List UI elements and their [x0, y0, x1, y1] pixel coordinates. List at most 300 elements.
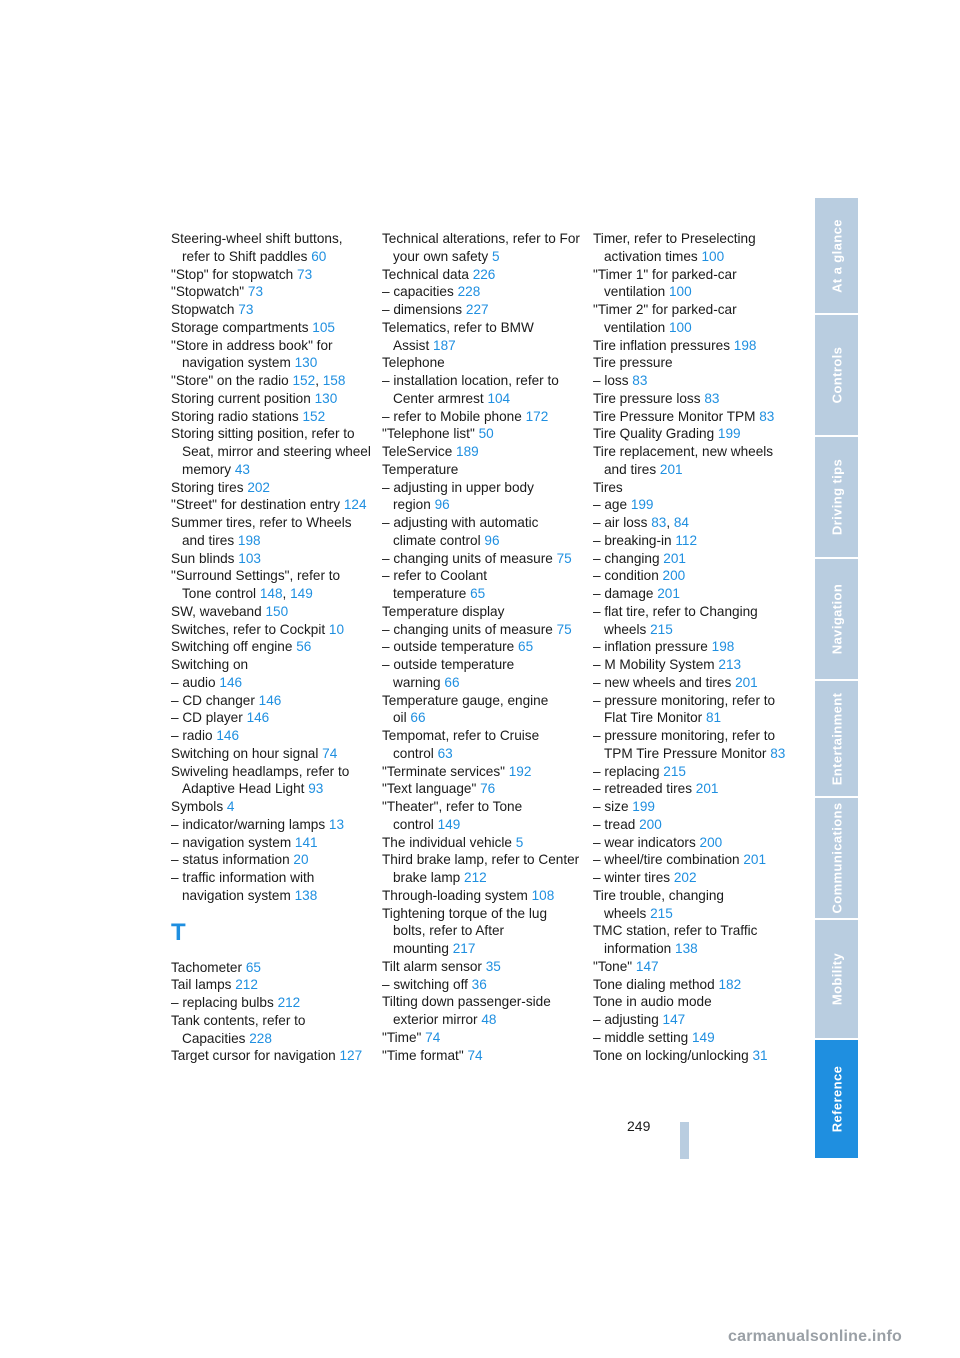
- index-entry: [382, 443, 582, 461]
- index-entry: [593, 301, 793, 337]
- page-reference-link[interactable]: 103: [238, 550, 261, 566]
- page-reference-link[interactable]: 198: [711, 639, 735, 655]
- page-reference-link[interactable]: 73: [297, 266, 313, 282]
- page-reference-link[interactable]: 152: [292, 373, 316, 388]
- page-separator: ,: [666, 515, 674, 530]
- page-reference-link[interactable]: 141: [294, 834, 318, 850]
- page-reference-link[interactable]: 75: [556, 621, 572, 637]
- index-entry-text: Temperature gauge, engine oil: [382, 692, 549, 726]
- index-entry-text: Telematics, refer to BMW Assist: [382, 319, 534, 353]
- index-entry: [382, 372, 582, 408]
- index-entry: [382, 425, 582, 443]
- index-entry: [593, 550, 793, 568]
- index-entry: [593, 337, 793, 355]
- index-entry-text: "Stopwatch": [171, 284, 245, 300]
- index-entry: [171, 656, 371, 674]
- index-entry-text: TeleService: [382, 444, 453, 459]
- index-entry-text: – loss: [593, 373, 629, 388]
- page-reference-link[interactable]: 100: [669, 319, 692, 335]
- page-reference-link[interactable]: 76: [480, 781, 496, 797]
- index-entry-text: – replacing bulbs: [171, 995, 274, 1010]
- index-entry-text: – wear indicators: [593, 834, 696, 850]
- page-reference-link[interactable]: 108: [531, 887, 555, 903]
- index-entry-text: Tire trouble, changing wheels: [593, 887, 724, 921]
- index-entry: [171, 638, 371, 656]
- index-entry-text: – air loss: [593, 515, 648, 530]
- page-reference-link[interactable]: 66: [410, 710, 426, 726]
- page-reference-link[interactable]: 146: [219, 674, 243, 690]
- page-reference-link[interactable]: 63: [437, 745, 453, 761]
- index-entry: [171, 567, 371, 603]
- page-reference-link[interactable]: 127: [339, 1048, 363, 1064]
- page-separator: ,: [315, 373, 323, 388]
- chapter-tab-label: Navigation: [829, 583, 844, 655]
- index-entry-text: – condition: [593, 568, 659, 584]
- page-reference-link[interactable]: 83: [651, 515, 667, 530]
- index-entry: [171, 959, 371, 977]
- page-reference-link[interactable]: 10: [328, 621, 345, 637]
- index-entry-text: – outside temperature: [382, 639, 515, 655]
- index-entry-text: "Surround Settings", refer to Tone control: [171, 568, 341, 601]
- page-reference-link[interactable]: 73: [247, 284, 264, 300]
- page-reference-link[interactable]: 93: [308, 781, 324, 797]
- index-entry-text: – adjusting in upper body region: [382, 479, 534, 513]
- index-entry-text: "Telephone list": [382, 426, 475, 442]
- index-entry: [382, 1029, 582, 1047]
- index-entry: [382, 354, 582, 372]
- index-entry-text: – changing: [593, 550, 660, 566]
- index-entry-text: TMC station, refer to Traffic information: [593, 923, 758, 956]
- index-entry: [171, 1012, 371, 1048]
- index-entry-text: – tread: [593, 816, 636, 832]
- page-reference-link[interactable]: 201: [657, 586, 680, 601]
- page-reference-link[interactable]: 66: [444, 674, 460, 690]
- index-entry: [382, 266, 582, 284]
- page-reference-link[interactable]: 201: [659, 461, 683, 477]
- index-entry-text: – age: [593, 497, 628, 513]
- index-entry: [171, 408, 371, 426]
- index-entry-text: – damage: [593, 586, 654, 601]
- index-entry: [593, 443, 793, 479]
- index-entry: [593, 408, 793, 426]
- page-number: 249: [627, 1118, 651, 1134]
- index-entry-text: Steering-wheel shift buttons, refer to Shift paddles: [171, 231, 343, 264]
- page-reference-link[interactable]: 182: [718, 976, 742, 992]
- index-entry: [171, 727, 371, 745]
- chapter-tabs: [815, 198, 858, 1160]
- index-entry: [593, 230, 793, 266]
- page-reference-link[interactable]: 83: [770, 745, 786, 761]
- index-entry-text: – switching off: [382, 976, 468, 992]
- chapter-tab-label: Controls: [829, 346, 844, 404]
- index-entry-text: – winter tires: [593, 870, 671, 885]
- page-reference-link[interactable]: 74: [425, 1029, 441, 1045]
- page-reference-link[interactable]: 104: [487, 390, 511, 406]
- index-entry-text: Telephone: [382, 355, 445, 371]
- index-entry-text: Switches, refer to Cockpit: [171, 621, 326, 637]
- index-entry-text: Sun blinds: [171, 550, 235, 566]
- index-entry: [593, 851, 793, 869]
- page-reference-link[interactable]: 130: [314, 390, 338, 406]
- index-entry: [171, 1047, 371, 1065]
- page-reference-link[interactable]: 201: [735, 674, 758, 690]
- index-entry-text: Third brake lamp, refer to Center brake lamp: [382, 852, 580, 885]
- chapter-tab-mobility[interactable]: [815, 920, 858, 1038]
- index-entry: [593, 993, 793, 1011]
- index-entry: [593, 372, 793, 390]
- index-entry-text: – CD changer: [171, 692, 255, 708]
- page-reference-link[interactable]: 112: [675, 532, 698, 548]
- index-entry-text: Temperature: [382, 461, 459, 477]
- index-entry-text: SW, waveband: [171, 603, 262, 619]
- index-entry: [171, 798, 371, 816]
- index-entry-text: Tires: [593, 479, 623, 495]
- page-reference-link[interactable]: 138: [675, 941, 698, 956]
- page-reference-link[interactable]: 56: [296, 639, 312, 655]
- index-entry-text: – inflation pressure: [593, 639, 708, 655]
- page-reference-link[interactable]: 201: [695, 781, 719, 797]
- index-entry-text: "Timer 1" for parked-car ventilation: [593, 266, 737, 300]
- index-column-2: [382, 230, 582, 1064]
- index-entry: [171, 869, 371, 905]
- index-entry: [593, 887, 793, 923]
- page-reference-link[interactable]: 81: [705, 710, 722, 726]
- index-entry: [171, 319, 371, 337]
- page-reference-link[interactable]: 43: [234, 461, 250, 477]
- index-entry-text: "Store" on the radio: [171, 373, 289, 388]
- page-reference-link[interactable]: 158: [322, 373, 346, 388]
- index-entry-text: Tire Quality Grading: [593, 426, 715, 442]
- page-reference-link[interactable]: 74: [467, 1047, 483, 1063]
- index-entry-text: Swiveling headlamps, refer to Adaptive Head Light: [171, 763, 350, 797]
- chapter-tab-at-a-glance[interactable]: [815, 198, 858, 313]
- index-entry: [171, 834, 371, 852]
- index-entry-text: – new wheels and tires: [593, 674, 732, 690]
- index-entry-text: The individual vehicle: [382, 834, 512, 850]
- page-reference-link[interactable]: 13: [328, 816, 345, 832]
- chapter-tab-label: At a glance: [829, 218, 844, 293]
- index-entry: [382, 638, 582, 656]
- index-entry-text: – wheel/tire combination: [593, 852, 740, 868]
- index-entry: [382, 976, 582, 994]
- index-entry-text: – retreaded tires: [593, 781, 692, 797]
- page-reference-link[interactable]: 187: [433, 337, 456, 353]
- index-entry: [171, 266, 371, 284]
- page-reference-link[interactable]: 84: [673, 515, 689, 530]
- page-reference-link[interactable]: 147: [635, 958, 659, 974]
- index-entry-text: – flat tire, refer to Changing wheels: [593, 603, 758, 637]
- index-entry: [171, 283, 371, 301]
- chapter-tab-reference[interactable]: [815, 1040, 858, 1158]
- index-entry-text: Storing radio stations: [171, 408, 299, 424]
- index-entry: [593, 266, 793, 302]
- index-entry: [593, 479, 793, 497]
- page-reference-link[interactable]: 149: [290, 586, 313, 601]
- page-reference-link[interactable]: 215: [650, 621, 673, 637]
- index-entry: [593, 976, 793, 994]
- index-entry: [382, 834, 582, 852]
- index-entry-text: – changing units of measure: [382, 621, 553, 637]
- index-entry: [171, 425, 371, 478]
- page-reference-link[interactable]: 4: [226, 799, 235, 814]
- index-entry: [593, 496, 793, 514]
- page-reference-link[interactable]: 227: [465, 302, 489, 317]
- index-entry: [382, 603, 582, 621]
- index-entry-text: Technical data: [382, 266, 469, 282]
- index-entry-text: Stopwatch: [171, 302, 235, 317]
- page-reference-link[interactable]: 65: [518, 639, 534, 655]
- page-reference-link[interactable]: 20: [293, 852, 309, 868]
- index-entry-text: Switching on: [171, 657, 249, 672]
- chapter-tab-label: Reference: [829, 1065, 844, 1133]
- index-entry-text: Tire pressure: [593, 355, 673, 371]
- page-reference-link[interactable]: 83: [759, 408, 775, 424]
- page-reference-link[interactable]: 200: [639, 816, 662, 832]
- page-reference-link[interactable]: 198: [733, 337, 757, 353]
- page-reference-link[interactable]: 217: [452, 941, 476, 956]
- page-reference-link[interactable]: 73: [238, 302, 254, 317]
- page-reference-link[interactable]: 48: [481, 1012, 497, 1027]
- index-entry: [593, 1011, 793, 1029]
- page-reference-link[interactable]: 5: [515, 834, 524, 850]
- chapter-tab-entertainment[interactable]: [815, 681, 858, 796]
- index-entry: [382, 283, 582, 301]
- index-entry-text: Timer, refer to Preselecting activation times: [593, 231, 756, 264]
- index-entry: [171, 479, 371, 497]
- index-entry: [593, 727, 793, 763]
- index-entry-text: Tank contents, refer to Capacities: [171, 1012, 306, 1046]
- index-entry: [593, 567, 793, 585]
- index-entry-text: – CD player: [171, 710, 243, 726]
- page-reference-link[interactable]: 212: [277, 995, 301, 1010]
- page-reference-link[interactable]: 65: [470, 586, 486, 601]
- index-entry-text: Tempomat, refer to Cruise control: [382, 728, 540, 761]
- index-entry-text: "Theater", refer to Tone control: [382, 799, 523, 832]
- page-reference-link[interactable]: 75: [556, 550, 572, 566]
- chapter-tab-controls[interactable]: [815, 315, 858, 435]
- page-separator: ,: [282, 586, 291, 601]
- index-entry-text: – refer to Mobile phone: [382, 408, 522, 424]
- index-entry: [593, 763, 793, 781]
- page-reference-link[interactable]: 215: [663, 763, 686, 779]
- index-entry: [382, 319, 582, 355]
- page-reference-link[interactable]: 124: [343, 497, 367, 513]
- page-reference-link[interactable]: 200: [699, 834, 723, 850]
- index-entry-text: "Tone": [593, 958, 633, 974]
- index-entry-text: Temperature display: [382, 603, 505, 619]
- index-entry: [593, 638, 793, 656]
- page-reference-link[interactable]: 146: [246, 710, 270, 726]
- page-reference-link[interactable]: 5: [491, 248, 500, 264]
- index-entry-text: Tail lamps: [171, 977, 232, 993]
- index-entry-text: Tire pressure loss: [593, 390, 701, 406]
- index-entry: [171, 390, 371, 408]
- index-entry-text: – radio: [171, 728, 213, 743]
- index-entry-text: Tire inflation pressures: [593, 337, 730, 353]
- page-reference-link[interactable]: 215: [650, 905, 673, 921]
- page-reference-link[interactable]: 100: [669, 284, 692, 300]
- index-entry: [171, 709, 371, 727]
- index-entry: [171, 851, 371, 869]
- index-entry: [382, 550, 582, 568]
- index-entry-text: "Terminate services": [382, 763, 505, 779]
- index-entry: [593, 780, 793, 798]
- page-reference-link[interactable]: 36: [471, 976, 487, 992]
- index-column-1: [171, 230, 371, 1065]
- chapter-tab-navigation[interactable]: [815, 559, 858, 679]
- index-entry-text: Tachometer: [171, 959, 243, 975]
- page-reference-link[interactable]: 228: [249, 1030, 272, 1046]
- chapter-tab-label: Entertainment: [829, 692, 844, 785]
- index-entry: [171, 816, 371, 834]
- index-entry: [382, 798, 582, 834]
- page-reference-link[interactable]: 96: [434, 497, 450, 513]
- page-reference-link[interactable]: 146: [216, 728, 240, 743]
- page-reference-link[interactable]: 50: [478, 426, 494, 442]
- page-reference-link[interactable]: 199: [632, 799, 655, 814]
- index-entry-text: – indicator/warning lamps: [171, 816, 326, 832]
- index-entry: [593, 922, 793, 958]
- index-entry: [171, 745, 371, 763]
- page-reference-link[interactable]: 150: [265, 603, 289, 619]
- page-reference-link[interactable]: 226: [472, 266, 496, 282]
- index-entry-text: – capacities: [382, 284, 454, 300]
- index-entry-text: Tilting down passenger-side exterior mirror: [382, 994, 551, 1027]
- index-entry: [171, 372, 371, 390]
- page-reference-link[interactable]: 83: [632, 373, 648, 388]
- index-entry: [593, 834, 793, 852]
- page-reference-link[interactable]: 199: [630, 497, 654, 513]
- index-entry-text: Tone on locking/unlocking: [593, 1047, 749, 1063]
- page-reference-link[interactable]: 148: [259, 586, 283, 601]
- index-entry: [382, 514, 582, 550]
- page-reference-link[interactable]: 138: [294, 887, 318, 903]
- page-reference-link[interactable]: 200: [662, 568, 686, 584]
- index-entry: [171, 621, 371, 639]
- index-column-3: [593, 230, 793, 1064]
- index-entry: [593, 585, 793, 603]
- page-reference-link[interactable]: 105: [312, 319, 335, 335]
- page-reference-link[interactable]: 172: [525, 408, 549, 424]
- index-entry: [171, 514, 371, 550]
- page-reference-link[interactable]: 202: [247, 479, 270, 495]
- index-entry: [382, 621, 582, 639]
- index-entry: [593, 656, 793, 674]
- index-entry-text: – installation location, refer to Center armrest: [382, 373, 559, 406]
- chapter-tab-communications[interactable]: [815, 798, 858, 918]
- index-entry: [593, 798, 793, 816]
- index-entry-text: Storing tires: [171, 479, 244, 495]
- index-entry-text: Symbols: [171, 799, 224, 814]
- section-letter: T: [171, 918, 186, 946]
- page-reference-link[interactable]: 189: [456, 444, 479, 459]
- index-entry: [171, 603, 371, 621]
- index-entry: [382, 408, 582, 426]
- index-entry: [171, 337, 371, 373]
- page-reference-link[interactable]: 60: [311, 248, 327, 264]
- index-entry: [382, 301, 582, 319]
- index-entry: [593, 390, 793, 408]
- page-reference-link[interactable]: 212: [464, 870, 487, 885]
- index-entry-text: – replacing: [593, 763, 660, 779]
- index-entry: [382, 887, 582, 905]
- index-entry: [382, 727, 582, 763]
- index-entry: [382, 993, 582, 1029]
- index-entry-text: – adjusting: [593, 1012, 659, 1027]
- index-entry: [593, 514, 793, 532]
- index-entry: [382, 780, 582, 798]
- index-entry-text: Switching off engine: [171, 639, 293, 655]
- index-entry-text: "Timer 2" for parked-car ventilation: [593, 302, 737, 335]
- index-entry-text: Through-loading system: [382, 887, 528, 903]
- index-entry: [382, 461, 582, 479]
- index-entry-text: "Time": [382, 1029, 422, 1045]
- page-reference-link[interactable]: 152: [302, 408, 326, 424]
- index-entry-text: Tone in audio mode: [593, 994, 712, 1010]
- index-entry: [382, 905, 582, 958]
- page-reference-link[interactable]: 228: [457, 284, 481, 300]
- index-entry-text: Storing sitting position, refer to Seat, mirror and steering wheel memory: [171, 426, 371, 477]
- index-entry-text: – audio: [171, 674, 216, 690]
- index-entry-text: Switching on hour signal: [171, 745, 319, 761]
- page-reference-link[interactable]: 74: [322, 745, 338, 761]
- page-reference-link[interactable]: 65: [245, 959, 261, 975]
- page-reference-link[interactable]: 31: [752, 1047, 768, 1063]
- page-reference-link[interactable]: 198: [237, 532, 261, 548]
- page-reference-link[interactable]: 212: [235, 977, 258, 993]
- page-reference-link[interactable]: 199: [717, 426, 741, 442]
- index-entry-text: Technical alterations, refer to For your own safety: [382, 231, 580, 264]
- page-reference-link[interactable]: 213: [718, 657, 742, 672]
- index-entry: [382, 656, 582, 692]
- page-reference-link[interactable]: 35: [485, 958, 501, 974]
- index-entry-text: Tilt alarm sensor: [382, 958, 482, 974]
- page-reference-link[interactable]: 130: [294, 355, 318, 371]
- page-reference-link[interactable]: 146: [258, 692, 282, 708]
- index-entry-text: Tone dialing method: [593, 976, 715, 992]
- page-reference-link[interactable]: 83: [704, 390, 720, 406]
- index-entry: [593, 354, 793, 372]
- page-reference-link[interactable]: 147: [662, 1012, 686, 1027]
- index-entry: [171, 976, 371, 994]
- page-reference-link[interactable]: 149: [692, 1029, 715, 1045]
- index-entry-text: – navigation system: [171, 834, 292, 850]
- index-entry: [382, 567, 582, 603]
- page-reference-link[interactable]: 96: [484, 532, 500, 548]
- index-entry: [593, 674, 793, 692]
- index-entry: [171, 994, 371, 1012]
- page-reference-link[interactable]: 192: [508, 763, 532, 779]
- index-entry: [382, 1047, 582, 1065]
- index-entry: [382, 763, 582, 781]
- index-entry: [382, 851, 582, 887]
- index-entry: [382, 958, 582, 976]
- index-entry-text: "Store in address book" for navigation system: [171, 337, 333, 371]
- page-reference-link[interactable]: 201: [663, 550, 686, 566]
- page-reference-link[interactable]: 100: [701, 248, 725, 264]
- page-reference-link[interactable]: 201: [743, 852, 767, 868]
- index-entry: [593, 816, 793, 834]
- index-entry: [593, 869, 793, 887]
- page-reference-link[interactable]: 202: [673, 870, 697, 885]
- index-entry-text: "Street" for destination entry: [171, 497, 341, 513]
- index-entry: [382, 230, 582, 266]
- chapter-tab-driving-tips[interactable]: [815, 437, 858, 557]
- index-entry-text: Tire Pressure Monitor TPM: [593, 408, 756, 424]
- index-entry-text: – traffic information with navigation system: [171, 870, 315, 903]
- index-entry: [171, 496, 371, 514]
- page-reference-link[interactable]: 149: [437, 816, 461, 832]
